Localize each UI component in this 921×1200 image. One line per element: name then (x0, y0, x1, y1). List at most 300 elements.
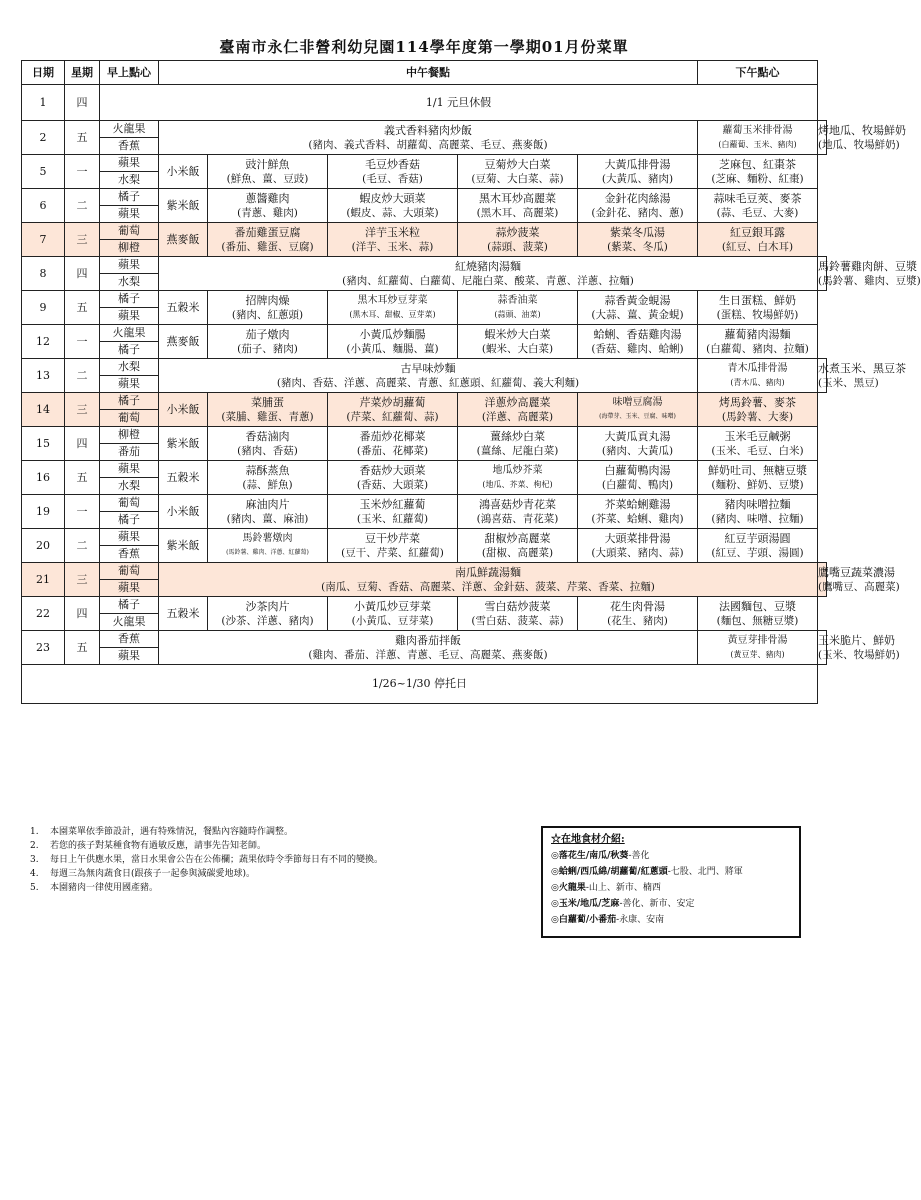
soup-dish-cell (578, 393, 698, 427)
table-row (22, 495, 827, 512)
dish-name: 芝麻包、紅棗茶 (719, 157, 796, 171)
table-row (22, 461, 827, 478)
afternoon-snack-cell (698, 291, 818, 325)
dish-ingredients: (芝麻、麵粉、紅棗) (711, 172, 804, 185)
side2-dish-cell (458, 597, 578, 631)
dish-name: 甜椒炒高麗菜 (484, 531, 551, 545)
combined-dish-cell (159, 121, 698, 155)
dish-ingredients: (紅豆、白木耳) (721, 240, 794, 253)
side2-dish-cell (458, 461, 578, 495)
dish-ingredients: (南瓜、豆菊、香菇、高麗菜、洋蔥、金針菇、菠菜、芹菜、香菜、拉麵) (321, 580, 655, 593)
dish-name: 花生肉骨湯 (610, 599, 665, 613)
afternoon-snack-cell (698, 155, 818, 189)
dish-name: 義式香料豬肉炒飯 (384, 123, 472, 137)
dish-ingredients: (玉米、黑豆) (818, 376, 879, 389)
dish-ingredients: (豆干、芹菜、紅蘿蔔) (341, 546, 444, 559)
dish-name: 紫菜冬瓜湯 (610, 225, 665, 239)
table-row (22, 189, 827, 206)
date-cell: 14 (22, 393, 65, 427)
fruit-cell: 火龍果 (100, 614, 159, 631)
weekday-cell: 四 (65, 85, 100, 121)
dish-ingredients: (地瓜、牧場鮮奶) (818, 138, 900, 151)
header-afternoon-snack: 下午點心 (698, 61, 818, 85)
dish-ingredients: (青木瓜、豬肉) (730, 377, 785, 387)
table-row (22, 563, 827, 580)
date-cell: 2 (22, 121, 65, 155)
soup-cell (698, 631, 818, 665)
holiday-cell: 1/1 元旦休假 (100, 85, 818, 121)
header-date: 日期 (22, 61, 65, 85)
table-row (22, 223, 827, 240)
afternoon-snack-cell (698, 529, 818, 563)
dish-name: 蔥醬雞肉 (245, 191, 290, 205)
dish-name: 大黃瓜排骨湯 (604, 157, 671, 171)
staple-cell: 五穀米 (159, 291, 208, 325)
dish-ingredients: (沙茶、洋蔥、豬肉) (221, 614, 314, 627)
staple-cell: 五穀米 (159, 597, 208, 631)
dish-name: 紅豆銀耳露 (730, 225, 785, 239)
header-lunch: 中午餐點 (159, 61, 698, 85)
table-row (22, 427, 827, 444)
dish-ingredients: (紫菜、冬瓜) (607, 240, 668, 253)
fruit-cell: 蘋果 (100, 308, 159, 325)
staple-cell: 燕麥飯 (159, 325, 208, 359)
weekday-cell: 三 (65, 223, 100, 257)
side2-dish-cell (458, 291, 578, 325)
notes-list (30, 825, 530, 895)
dish-ingredients: (甜椒、高麗菜) (481, 546, 554, 559)
dish-ingredients: (芥菜、蛤蜊、雞肉) (591, 512, 684, 525)
main-dish-cell (208, 495, 328, 529)
dish-name: 玉米毛豆鹹粥 (724, 429, 791, 443)
date-cell: 19 (22, 495, 65, 529)
dish-ingredients: (鷹嘴豆、高麗菜) (818, 580, 900, 593)
side1-dish-cell (328, 223, 458, 257)
dish-ingredients: (豬肉、薑、麻油) (226, 512, 309, 525)
page-title: 臺南市永仁非營利幼兒園114學年度第一學期01月份菜單 (219, 38, 629, 56)
soup-dish-cell (578, 597, 698, 631)
afternoon-snack-cell (698, 597, 818, 631)
weekday-cell: 五 (65, 631, 100, 665)
dish-name: 招牌肉燥 (245, 293, 290, 307)
dish-name: 薑絲炒白菜 (490, 429, 545, 443)
weekday-cell: 一 (65, 325, 100, 359)
dish-name: 黑木耳炒高麗菜 (479, 191, 556, 205)
dish-name: 番茄炒花椰菜 (359, 429, 426, 443)
dish-ingredients: (小黃瓜、麵腸、薑) (346, 342, 439, 355)
soup-dish-cell (578, 529, 698, 563)
fruit-cell: 水梨 (100, 478, 159, 495)
fruit-cell: 番茄 (100, 444, 159, 461)
afternoon-snack-cell (698, 189, 818, 223)
dish-name: 馬鈴薯燉肉 (242, 532, 293, 544)
dish-name: 小黃瓜炒豆芽菜 (354, 599, 431, 613)
side2-dish-cell (458, 155, 578, 189)
combined-dish-cell (159, 631, 698, 665)
local-ingredient-item: ◎落花生/南瓜/秋葵-善化 (551, 851, 650, 861)
soup-dish-cell (578, 223, 698, 257)
dish-name: 烤地瓜、牧場鮮奶 (818, 123, 906, 137)
date-cell: 12 (22, 325, 65, 359)
afternoon-snack-cell (698, 495, 818, 529)
date-cell: 7 (22, 223, 65, 257)
dish-name: 生日蛋糕、鮮奶 (719, 293, 796, 307)
date-cell: 5 (22, 155, 65, 189)
dish-ingredients: (麵包、無糖豆漿) (716, 614, 799, 627)
side1-dish-cell (328, 325, 458, 359)
local-ingredients-box (541, 826, 801, 938)
combined-dish-cell (159, 257, 818, 291)
side2-dish-cell (458, 529, 578, 563)
date-cell: 16 (22, 461, 65, 495)
dish-ingredients: (黃豆芽、豬肉) (730, 649, 785, 659)
dish-ingredients: (豬肉、大黃瓜) (601, 444, 674, 457)
fruit-cell: 葡萄 (100, 410, 159, 427)
note-item: 1. 本園菜單依季節設計，遇有特殊情況，餐點內容隨時作調整。 (30, 827, 294, 837)
fruit-cell: 橘子 (100, 597, 159, 614)
side1-dish-cell (328, 461, 458, 495)
dish-ingredients: (地瓜、芥菜、枸杞) (482, 479, 553, 489)
dish-name: 大頭菜排骨湯 (604, 531, 671, 545)
staple-cell: 紫米飯 (159, 529, 208, 563)
dish-ingredients: (海帶芽、玉米、豆腐、味噌) (599, 412, 676, 420)
dish-name: 豆干炒芹菜 (365, 531, 420, 545)
dish-ingredients: (馬鈴薯、雞肉、豆漿) (818, 274, 921, 287)
dish-ingredients: (豬肉、紅蘿蔔、白蘿蔔、尼龍白菜、酸菜、青蔥、洋蔥、拉麵) (342, 274, 634, 287)
fruit-cell: 柳橙 (100, 427, 159, 444)
dish-ingredients: (菜脯、雞蛋、青蔥) (221, 410, 314, 423)
dish-ingredients: (豆菊、大白菜、蒜) (471, 172, 564, 185)
dish-name: 地瓜炒芥菜 (492, 464, 543, 476)
fruit-cell: 葡萄 (100, 495, 159, 512)
dish-ingredients: (青蔥、雞肉) (237, 206, 298, 219)
dish-ingredients: (黑木耳、甜椒、豆芽菜) (349, 309, 436, 319)
dish-ingredients: (雞肉、番茄、洋蔥、青蔥、毛豆、高麗菜、燕麥飯) (308, 648, 548, 661)
table-row (22, 393, 827, 410)
dish-ingredients: (玉米、牧場鮮奶) (818, 648, 900, 661)
dish-name: 法國麵包、豆漿 (719, 599, 796, 613)
dish-ingredients: (鮮魚、薑、豆豉) (226, 172, 309, 185)
afternoon-snack-cell (818, 631, 900, 665)
dish-name: 紅豆芋頭湯圓 (724, 531, 791, 545)
dish-name: 玉米脆片、鮮奶 (818, 633, 895, 647)
dish-ingredients: (豬肉、義式香料、胡蘿蔔、高麗菜、毛豆、燕麥飯) (308, 138, 548, 151)
main-dish-cell (208, 427, 328, 461)
local-ingredient-item: ◎玉米/地瓜/芝麻-善化、新市、安定 (551, 899, 695, 909)
dish-name: 古早味炒麵 (400, 361, 456, 375)
dish-ingredients: (豬肉、味噌、拉麵) (711, 512, 804, 525)
dish-name: 茄子燉肉 (245, 327, 290, 341)
dish-name: 黃豆芽排骨湯 (727, 634, 788, 646)
table-row (22, 291, 827, 308)
side2-dish-cell (458, 325, 578, 359)
dish-ingredients: (蒜、毛豆、大麥) (716, 206, 799, 219)
fruit-cell: 水梨 (100, 274, 159, 291)
fruit-cell: 火龍果 (100, 325, 159, 342)
dish-ingredients: (玉米、紅蘿蔔) (356, 512, 429, 525)
table-row (22, 359, 827, 376)
weekday-cell: 三 (65, 563, 100, 597)
weekday-cell: 四 (65, 597, 100, 631)
fruit-cell: 蘋果 (100, 155, 159, 172)
fruit-cell: 香蕉 (100, 546, 159, 563)
dish-name: 鮮奶吐司、無糖豆漿 (708, 463, 807, 477)
date-cell: 22 (22, 597, 65, 631)
dish-name: 沙茶肉片 (245, 599, 290, 613)
weekday-cell: 一 (65, 495, 100, 529)
dish-ingredients: (香菇、雞肉、蛤蜊) (591, 342, 684, 355)
main-dish-cell (208, 529, 328, 563)
side1-dish-cell (328, 529, 458, 563)
dish-name: 蛤蜊、香菇雞肉湯 (593, 327, 682, 341)
dish-name: 蒜味毛豆莢、麥茶 (713, 191, 802, 205)
dish-name: 雪白菇炒菠菜 (484, 599, 551, 613)
staple-cell: 小米飯 (159, 495, 208, 529)
soup-cell (698, 121, 818, 155)
staple-cell: 紫米飯 (159, 189, 208, 223)
dish-name: 洋芋玉米粒 (365, 225, 420, 239)
afternoon-snack-cell (818, 563, 900, 597)
dish-name: 洋蔥炒高麗菜 (484, 395, 551, 409)
date-cell: 21 (22, 563, 65, 597)
fruit-cell: 蘋果 (100, 376, 159, 393)
dish-ingredients: (蝦米、大白菜) (481, 342, 554, 355)
side2-dish-cell (458, 427, 578, 461)
weekday-cell: 五 (65, 461, 100, 495)
dish-name: 南瓜鮮蔬湯麵 (455, 565, 521, 579)
header-weekday: 星期 (65, 61, 100, 85)
dish-name: 蒜香黃金蜆湯 (604, 293, 671, 307)
date-cell: 15 (22, 427, 65, 461)
dish-name: 豬肉味噌拉麵 (724, 497, 791, 511)
weekday-cell: 二 (65, 529, 100, 563)
date-cell: 9 (22, 291, 65, 325)
dish-ingredients: (黑木耳、高麗菜) (476, 206, 559, 219)
dish-name: 芹菜炒胡蘿蔔 (359, 395, 426, 409)
dish-name: 雞肉番茄拌飯 (395, 633, 461, 647)
dish-name: 蘿蔔玉米排骨湯 (722, 124, 793, 136)
dish-name: 水煮玉米、黑豆茶 (818, 361, 906, 375)
fruit-cell: 橘子 (100, 291, 159, 308)
afternoon-snack-cell (698, 427, 818, 461)
dish-name: 蒜酥蒸魚 (245, 463, 290, 477)
afternoon-snack-cell (698, 223, 818, 257)
table-row (22, 121, 827, 138)
dish-ingredients: (豬肉、紅蔥頭) (231, 308, 304, 321)
afternoon-snack-cell (818, 359, 906, 393)
local-ingredient-item: ◎蛤蜊/西瓜綿/胡蘿蔔/紅蔥頭-七股、北門、將軍 (551, 867, 743, 877)
dish-ingredients: (番茄、花椰菜) (356, 444, 429, 457)
dish-ingredients: (白蘿蔔、玉米、豬肉) (718, 139, 797, 149)
dish-name: 蘿蔔豬肉湯麵 (724, 327, 791, 341)
table-row (22, 85, 827, 121)
dish-name: 番茄雞蛋豆腐 (234, 225, 301, 239)
dish-ingredients: (馬鈴薯、雞肉、洋蔥、紅蘿蔔) (226, 548, 309, 556)
side1-dish-cell (328, 427, 458, 461)
afternoon-snack-cell (698, 393, 818, 427)
dish-name: 馬鈴薯雞肉餅、豆漿 (818, 259, 917, 273)
side2-dish-cell (458, 189, 578, 223)
dish-ingredients: (香菇、大頭菜) (356, 478, 429, 491)
fruit-cell: 香蕉 (100, 631, 159, 648)
dish-ingredients: (番茄、雞蛋、豆腐) (221, 240, 314, 253)
dish-ingredients: (小黃瓜、豆芽菜) (351, 614, 434, 627)
dish-ingredients: (豬肉、香菇) (237, 444, 298, 457)
dish-ingredients: (蝦皮、蒜、大頭菜) (346, 206, 439, 219)
dish-ingredients: (茄子、豬肉) (237, 342, 298, 355)
dish-name: 麻油肉片 (245, 497, 290, 511)
date-cell: 13 (22, 359, 65, 393)
dish-ingredients: (紅豆、芋頭、湯圓) (711, 546, 804, 559)
weekday-cell: 五 (65, 121, 100, 155)
menu-table (21, 60, 921, 704)
table-row (22, 597, 827, 614)
dish-ingredients: (薑絲、尼龍白菜) (476, 444, 559, 457)
fruit-cell: 橘子 (100, 512, 159, 529)
weekday-cell: 二 (65, 189, 100, 223)
side2-dish-cell (458, 495, 578, 529)
staple-cell: 紫米飯 (159, 427, 208, 461)
side1-dish-cell (328, 189, 458, 223)
dish-name: 小黃瓜炒麵腸 (359, 327, 426, 341)
dish-name: 白蘿蔔鴨肉湯 (604, 463, 671, 477)
note-item: 2. 若您的孩子對某種食物有過敏反應，請事先告知老師。 (30, 841, 267, 851)
dish-ingredients: (馬鈴薯、大麥) (721, 410, 794, 423)
main-dish-cell (208, 291, 328, 325)
table-row (22, 325, 827, 342)
fruit-cell: 橘子 (100, 342, 159, 359)
side2-dish-cell (458, 393, 578, 427)
date-cell: 20 (22, 529, 65, 563)
side1-dish-cell (328, 597, 458, 631)
side1-dish-cell (328, 155, 458, 189)
afternoon-snack-cell (698, 461, 818, 495)
dish-ingredients: (芹菜、紅蘿蔔、蒜) (346, 410, 439, 423)
fruit-cell: 水梨 (100, 359, 159, 376)
dish-ingredients: (蒜頭、菠菜) (487, 240, 548, 253)
fruit-cell: 橘子 (100, 393, 159, 410)
table-row (22, 665, 827, 704)
dish-ingredients: (花生、豬肉) (607, 614, 668, 627)
note-item: 4. 每週三為無肉蔬食日(跟孩子一起參與減碳愛地球)。 (30, 869, 256, 879)
note-item: 3. 每日上午供應水果，當日水果會公告在公佈欄；蔬果依時令季節每日有不同的變換。 (30, 855, 384, 865)
main-dish-cell (208, 223, 328, 257)
fruit-cell: 蘋果 (100, 461, 159, 478)
side1-dish-cell (328, 393, 458, 427)
dish-name: 鷹嘴豆蔬菜濃湯 (818, 565, 895, 579)
side2-dish-cell (458, 223, 578, 257)
dish-name: 黑木耳炒豆芽菜 (357, 294, 428, 306)
dish-name: 青木瓜排骨湯 (727, 362, 788, 374)
dish-ingredients: (鴻喜菇、青花菜) (476, 512, 559, 525)
main-dish-cell (208, 325, 328, 359)
dish-name: 菜脯蛋 (251, 395, 284, 409)
dish-ingredients: (玉米、毛豆、白米) (711, 444, 804, 457)
dish-name: 大黃瓜貢丸湯 (604, 429, 671, 443)
dish-name: 豉汁鮮魚 (245, 157, 290, 171)
table-row (22, 631, 827, 648)
dish-ingredients: (蛋糕、牧場鮮奶) (716, 308, 799, 321)
combined-dish-cell (159, 563, 818, 597)
dish-ingredients: (洋蔥、高麗菜) (481, 410, 554, 423)
table-row (22, 257, 827, 274)
dish-ingredients: (麵粉、鮮奶、豆漿) (711, 478, 804, 491)
staple-cell: 五穀米 (159, 461, 208, 495)
dish-name: 紅燒豬肉湯麵 (455, 259, 521, 273)
soup-dish-cell (578, 155, 698, 189)
date-cell: 6 (22, 189, 65, 223)
combined-dish-cell (159, 359, 698, 393)
dish-name: 蒜炒菠菜 (495, 225, 540, 239)
weekday-cell: 四 (65, 257, 100, 291)
dish-name: 蝦皮炒大頭菜 (359, 191, 426, 205)
afternoon-snack-cell (818, 257, 921, 291)
dish-name: 蝦米炒大白菜 (484, 327, 551, 341)
dish-ingredients: (蒜、鮮魚) (242, 478, 293, 491)
main-dish-cell (208, 393, 328, 427)
soup-dish-cell (578, 495, 698, 529)
afternoon-snack-cell (818, 121, 906, 155)
dish-ingredients: (洋芋、玉米、蒜) (351, 240, 434, 253)
local-ingredient-item: ◎白蘿蔔/小番茄-永康、安南 (551, 915, 665, 925)
main-dish-cell (208, 155, 328, 189)
dish-ingredients: (豬肉、香菇、洋蔥、高麗菜、青蔥、紅蔥頭、紅蘿蔔、義大利麵) (276, 376, 580, 389)
fruit-cell: 蘋果 (100, 206, 159, 223)
dish-ingredients: (白蘿蔔、鴨肉) (601, 478, 674, 491)
note-item: 5. 本園豬肉一律使用國產豬。 (30, 883, 159, 893)
staple-cell: 小米飯 (159, 155, 208, 189)
dish-name: 蒜香油菜 (497, 294, 538, 306)
fruit-cell: 火龍果 (100, 121, 159, 138)
weekday-cell: 一 (65, 155, 100, 189)
table-row (22, 529, 827, 546)
staple-cell: 小米飯 (159, 393, 208, 427)
soup-dish-cell (578, 461, 698, 495)
dish-name: 玉米炒紅蘿蔔 (359, 497, 426, 511)
soup-cell (698, 359, 818, 393)
afternoon-snack-cell (698, 325, 818, 359)
fruit-cell: 葡萄 (100, 223, 159, 240)
dish-ingredients: (金針花、豬肉、蔥) (591, 206, 684, 219)
dish-name: 豆菊炒大白菜 (484, 157, 551, 171)
fruit-cell: 柳橙 (100, 240, 159, 257)
weekday-cell: 三 (65, 393, 100, 427)
dish-name: 毛豆炒香菇 (365, 157, 420, 171)
closure-notice: 1/26~1/30 停托日 (22, 665, 818, 704)
table-row (22, 155, 827, 172)
local-ingredient-item: ◎火龍果-山上、新市、楠西 (551, 883, 661, 893)
main-dish-cell (208, 189, 328, 223)
date-cell: 23 (22, 631, 65, 665)
dish-name: 香菇炒大頭菜 (359, 463, 426, 477)
fruit-cell: 蘋果 (100, 580, 159, 597)
side1-dish-cell (328, 291, 458, 325)
dish-ingredients: (大頭菜、豬肉、蒜) (591, 546, 684, 559)
dish-name: 香菇滷肉 (245, 429, 290, 443)
fruit-cell: 蘋果 (100, 529, 159, 546)
weekday-cell: 四 (65, 427, 100, 461)
fruit-cell: 蘋果 (100, 257, 159, 274)
fruit-cell: 蘋果 (100, 648, 159, 665)
side1-dish-cell (328, 495, 458, 529)
date-cell: 8 (22, 257, 65, 291)
dish-ingredients: (毛豆、香菇) (362, 172, 423, 185)
main-dish-cell (208, 597, 328, 631)
weekday-cell: 五 (65, 291, 100, 325)
header-morning-snack: 早上點心 (100, 61, 159, 85)
staple-cell: 燕麥飯 (159, 223, 208, 257)
dish-ingredients: (雪白菇、菠菜、蒜) (471, 614, 564, 627)
